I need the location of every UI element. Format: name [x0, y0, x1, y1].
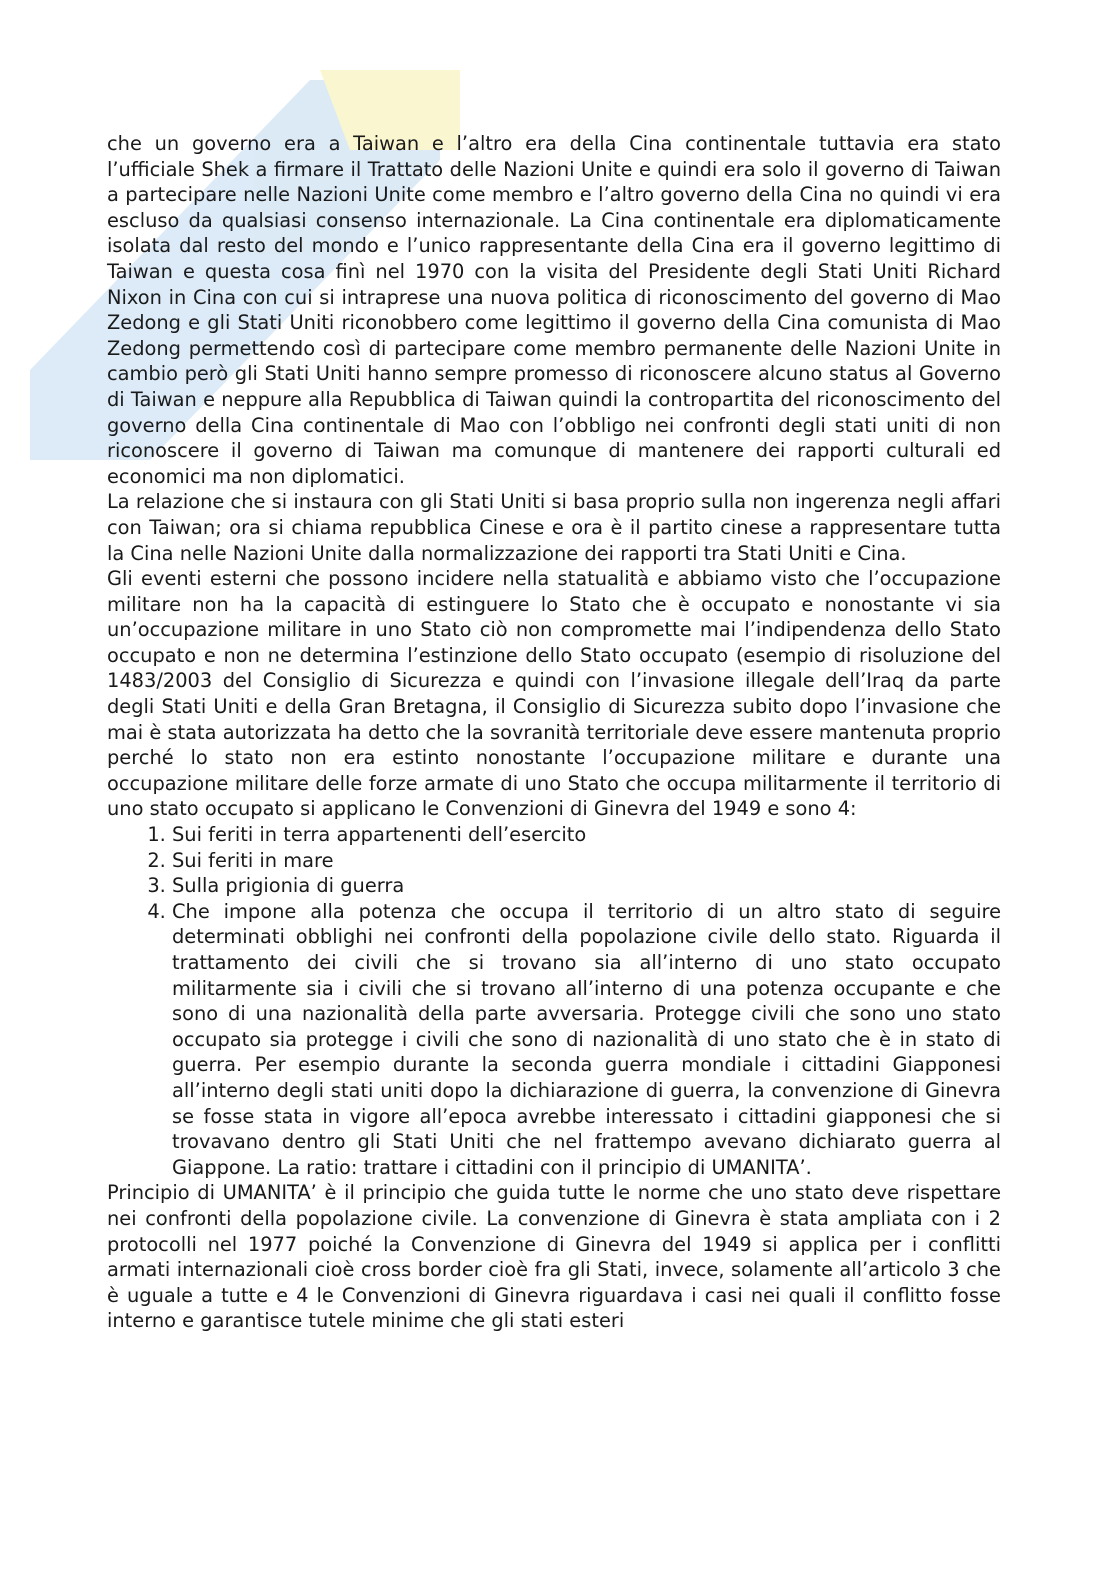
paragraph-us-relations: La relazione che si instaura con gli Stati Uniti si basa proprio sulla non ingerenza negli affari con Taiwan; ora si chiama repubblica Cinese e ora è il partito cinese a rappresentare tutta la Cina nelle Nazioni Unite dalla normalizzazione dei rapporti tra Stati Uniti e Cina.: [107, 490, 1001, 565]
list-item: 1. Sui feriti in terra appartenenti dell’esercito: [172, 822, 1001, 848]
geneva-conventions-list: [107, 822, 1001, 1180]
paragraph-taiwan-recognition: che un governo era a Taiwan e l’altro era della Cina continentale tuttavia era stato l’ufficiale Shek a firmare il Trattato delle Nazioni Unite e quindi era solo il governo di Taiwan a partecipare nelle Nazioni Unite come membro e l’altro governo della Cina no quindi vi era escluso da qualsiasi consenso internazionale. La Cina continentale era diplomaticamente isolata dal resto del mondo e l’unico rappresentante della Cina era il governo legittimo di Taiwan e questa cosa finì nel 1970 con la visita del Presidente degli Stati Uniti Richard Nixon in Cina con cui si intraprese una nuova politica di riconoscimento del governo di Mao Zedong e gli Stati Uniti riconobbero come legittimo il governo della Cina comunista di Mao Zedong permettendo così di partecipare come membro permanente delle Nazioni Unite in cambio però gli Stati Uniti hanno sempre promesso di riconoscere alcuno status al Governo di Taiwan e neppure alla Repubblica di Taiwan quindi la contropartita del riconoscimento del governo della Cina continentale di Mao con l’obbligo nei confronti degli stati uniti di non riconoscere il governo di Taiwan ma comunque di mantenere dei rapporti culturali ed economici ma non diplomatici.: [107, 132, 1001, 488]
document-body: [107, 131, 1001, 1334]
list-item: 2. Sui feriti in mare: [172, 848, 1001, 874]
paragraph-humanity-principle: Principio di UMANITA’ è il principio che guida tutte le norme che uno stato deve rispettare nei confronti della popolazione civile. La convenzione di Ginevra è stata ampliata con i 2 protocolli nel 1977 poiché la Convenzione di Ginevra del 1949 si applica per i conflitti armati internazionali cioè cross border cioè fra gli Stati, invece, solamente all’articolo 3 che è uguale a tutte e 4 le Convenzioni di Ginevra riguardava i casi nei quali il conflitto fosse interno e garantisce tutele minime che gli stati esteri: [107, 1181, 1001, 1333]
paragraph-military-occupation: Gli eventi esterni che possono incidere nella statualità e abbiamo visto che l’occupazione militare non ha la capacità di estinguere lo Stato che è occupato e nonostante vi sia un’occupazione militare in uno Stato ciò non compromette mai l’indipendenza dello Stato occupato e non ne determina l’estinzione dello Stato occupato (esempio di risoluzione del 1483/2003 del Consiglio di Sicurezza e quindi con l’invasione illegale dell’Iraq da parte degli Stati Uniti e della Gran Bretagna, il Consiglio di Sicurezza subito dopo l’invasione che mai è stata autorizzata ha detto che la sovranità territoriale deve essere mantenuta proprio perché lo stato non era estinto nonostante l’occupazione militare e durante una occupazione militare delle forze armate di uno Stato che occupa militarmente il territorio di uno stato occupato si applicano le Convenzioni di Ginevra del 1949 e sono 4:: [107, 567, 1001, 821]
list-item: 3. Sulla prigionia di guerra: [172, 873, 1001, 899]
list-item: 4. Che impone alla potenza che occupa il territorio di un altro stato di seguire determinati obblighi nei confronti della popolazione civile dello stato. Riguarda il trattamento dei civili che si trovano sia all’interno di uno stato occupato militarmente sia i civili che si trovano all’interno di una potenza occupante e che sono di una nazionalità della parte avversaria. Protegge civili che sono uno stato occupato sia protegge i civili che sono di nazionalità di uno stato che è in stato di guerra. Per esempio durante la seconda guerra mondiale i cittadini Giapponesi all’interno degli stati uniti dopo la dichiarazione di guerra, la convenzione di Ginevra se fosse stata in vigore all’epoca avrebbe interessato i cittadini giapponesi che si trovavano dentro gli Stati Uniti che nel frattempo avevano dichiarato guerra al Giappone. La ratio: trattare i cittadini con il principio di UMANITA’.: [172, 899, 1001, 1181]
